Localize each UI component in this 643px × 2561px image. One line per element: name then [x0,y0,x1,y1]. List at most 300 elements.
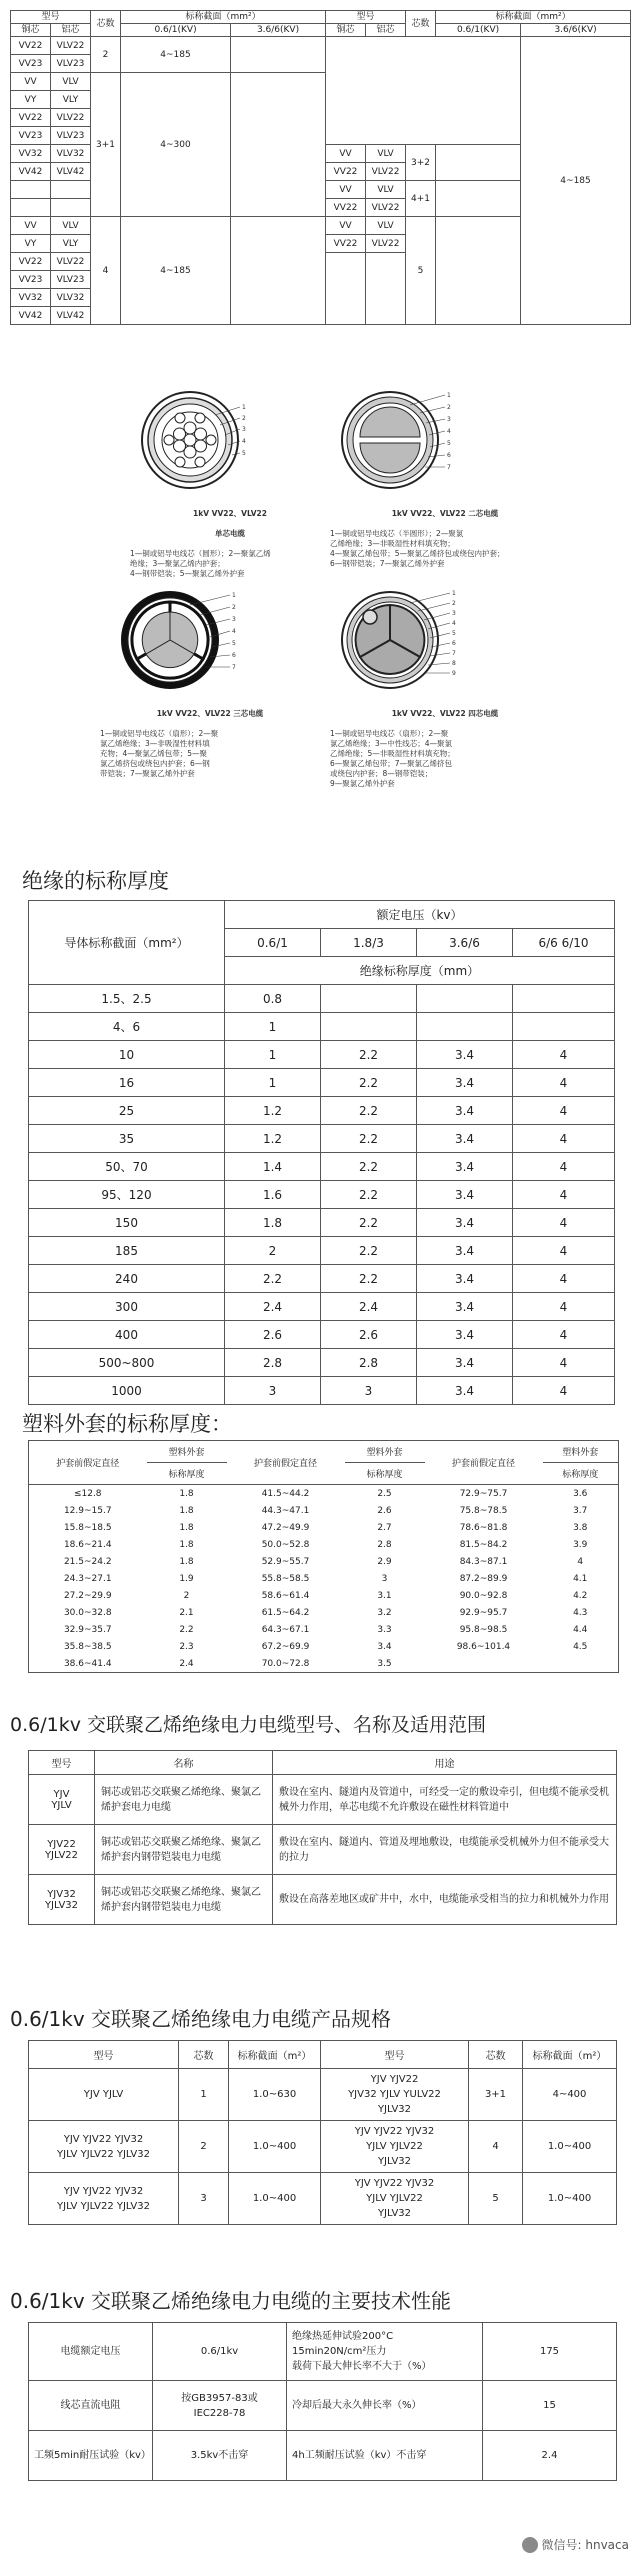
cell: VV [326,217,366,235]
thickness-cell: 2.2 [321,1209,417,1237]
thickness-cell: 1.9 [179,1573,194,1584]
thickness-cell: 4 [513,1265,615,1293]
label-1: 1 [447,392,451,399]
head-v1-right: 0.6/1(KV) [436,24,521,37]
table-row [29,1349,615,1377]
thickness-cell: 3.4 [417,1041,513,1069]
model2-cell: YJV YJV22 YJV32 YJLV YJLV22 YJLV32 [321,2121,469,2173]
tech-d-cell: 15 [483,2381,617,2431]
diameter-cell: 84.3~87.1 [459,1556,508,1567]
cell: VLY [51,235,91,253]
cell: VV [326,181,366,199]
area2-cell: 1.0~400 [523,2173,617,2225]
label-6: 6 [447,452,451,459]
insulation-heading: 绝缘的标称厚度 [22,869,169,893]
tech-b-cell: 3.5kv不击穿 [153,2431,287,2481]
model-cell: YJV YJLV [29,1775,95,1825]
area-cell: 1.0~400 [229,2121,321,2173]
model2-cell: YJV YJV22 YJV32 YJLV YJLV22 YJLV32 [321,2173,469,2225]
cores-cell: 3 [179,2173,229,2225]
thickness-cell: 3.4 [417,1265,513,1293]
diameter-cell: 38.6~41.4 [63,1658,112,1669]
thickness-cell: 2.2 [321,1265,417,1293]
table-row [29,1485,619,1503]
thickness-cell: 1.8 [179,1488,194,1499]
label-5: 5 [452,630,456,637]
tech-d-cell: 175 [483,2323,617,2381]
h-thick-1: 标称厚度 [147,1463,227,1485]
thickness-cell: 2.2 [225,1265,321,1293]
thickness-cell: 1.4 [225,1153,321,1181]
tech-heading: 0.6/1kv 交联聚乙烯绝缘电力电缆的主要技术性能 [10,2289,452,2313]
thickness-cell: 1.8 [179,1539,194,1550]
thickness-cell: 4 [513,1181,615,1209]
cell: VY [11,235,51,253]
cell: 3+1 [91,73,121,217]
thickness-cell: 4 [513,1237,615,1265]
table-row [29,1377,615,1405]
thickness-cell: 4 [513,1321,615,1349]
h-model: 型号 [29,2041,179,2069]
label-9: 9 [452,670,456,677]
label-2: 2 [452,600,456,607]
head-v1: 0.6/1(KV) [121,24,231,37]
thickness-cell: 2 [183,1590,190,1601]
label-6: 6 [232,652,236,659]
model-cell: YJV YJLV [29,2069,179,2121]
tech-b-cell: 按GB3957-83或 IEC228-78 [153,2381,287,2431]
label-1: 1 [232,592,236,599]
thickness-cell: 2.8 [377,1539,392,1550]
col-voltage-head: 额定电压（kv） [225,901,615,929]
thickness-cell: 3.4 [417,1181,513,1209]
cell: VLV [366,217,406,235]
diameter-cell: 30.0~32.8 [63,1607,112,1618]
cell: VV22 [326,163,366,181]
table-row [29,1181,615,1209]
area-cell: 1000 [29,1377,225,1405]
model-cell: YJV22 YJLV22 [29,1825,95,1875]
h-cores: 芯数 [179,2041,229,2069]
table-row [29,1125,615,1153]
tech-a-cell: 工频5min耐压试验（kv） [29,2431,153,2481]
thickness-cell: 2.2 [321,1069,417,1097]
area-cell: 50、70 [29,1153,225,1181]
area-cell: 25 [29,1097,225,1125]
area-cell: 300 [29,1293,225,1321]
thickness-cell: 4 [577,1556,584,1567]
voltage-4: 6/6 6/10 [513,929,615,957]
thickness-cell: 1.8 [179,1522,194,1533]
diameter-cell: 58.6~61.4 [261,1590,310,1601]
cell: 4~185 [121,37,231,73]
label-2: 2 [242,415,246,422]
cell: VLV22 [51,37,91,55]
table-row [29,1655,619,1673]
tech-a-cell: 电缆额定电压 [29,2323,153,2381]
diameter-cell: 64.3~67.1 [261,1624,310,1635]
figure-text: 1—铜或铝导电线芯（扇形）；2—聚 氯乙烯绝缘；3—中性线芯；4—聚氯 乙烯绝缘；5—非吸湿性材料填充物； 6—聚氯乙烯包带；7—聚氯乙烯挤包 或绕包内护套；8—钢带铠装； 9—聚氯乙烯外护套 [330,729,455,788]
thickness-cell: 2.6 [225,1321,321,1349]
model-cell: YJV32 YJLV32 [29,1875,95,1925]
tech-b-cell: 0.6/1kv [153,2323,287,2381]
thickness-cell: 2.2 [179,1624,194,1635]
figure-caption [100,699,320,779]
cell: 4+1 [406,181,436,217]
table-row [29,1013,615,1041]
figure-text: 1—铜或铝导电线芯（扇形）；2—聚 氯乙烯绝缘；3—非吸湿性材料填 充物；4—聚氯乙烯包带；5—聚 氯乙烯挤包或绕包内护套；6—钢 带铠装；7—聚氯乙烯外护套 [100,729,219,778]
thickness-cell: 2.2 [321,1041,417,1069]
cell: VLY [51,91,91,109]
use-cell: 敷设在室内、隧道内及管道中，可经受一定的敷设牵引，但电缆不能承受机械外力作用，单芯电缆不允许敷设在磁性材料管道中 [273,1775,617,1825]
head-cu-right: 铜芯 [326,24,366,37]
cell [436,217,521,325]
thickness-cell: 4 [513,1097,615,1125]
table-row [29,1153,615,1181]
table-row [29,1638,619,1655]
h-sheath-3: 塑料外套 [543,1441,619,1463]
cell: 4~300 [121,73,231,217]
head-model: 型号 [11,11,91,24]
sheath-rows [29,1485,619,1673]
cell: VV [11,217,51,235]
thickness-cell [417,1013,513,1041]
table-row [29,2323,617,2381]
cell: VLV [366,145,406,163]
thickness-cell [513,985,615,1013]
thickness-cell: 4 [513,1209,615,1237]
area-cell: 150 [29,1209,225,1237]
cell: VLV22 [366,199,406,217]
wechat-icon [522,2537,538,2553]
h-diam-3: 护套前假定直径 [425,1441,543,1485]
diameter-cell: 70.0~72.8 [261,1658,310,1669]
h-thick-2: 标称厚度 [345,1463,425,1485]
diameter-cell: 78.6~81.8 [459,1522,508,1533]
table-row [29,1237,615,1265]
table-row [29,1775,617,1825]
tech-c-cell: 4h工频耐压试验（kv）不击穿 [287,2431,483,2481]
model-cell: YJV YJV22 YJV32 YJLV YJLV22 YJLV32 [29,2121,179,2173]
thickness-cell: 3.4 [417,1321,513,1349]
thickness-cell: 1.8 [225,1209,321,1237]
thickness-cell: 3.7 [573,1505,588,1516]
cores2-cell: 5 [469,2173,523,2225]
cell [436,145,521,181]
thickness-cell: 3 [381,1573,388,1584]
label-3: 3 [447,416,451,423]
area2-cell: 1.0~400 [523,2121,617,2173]
diameter-cell: 44.3~47.1 [261,1505,310,1516]
cell: VV23 [11,271,51,289]
thickness-cell: 3.1 [377,1590,392,1601]
table-row [29,1502,619,1519]
figure-single-core [130,385,330,579]
diameter-cell: 61.5~64.2 [261,1607,310,1618]
cores2-cell: 3+1 [469,2069,523,2121]
thickness-cell: 4 [513,1153,615,1181]
diameter-cell: 21.5~24.2 [63,1556,112,1567]
thickness-cell: 3.6 [573,1488,588,1499]
diameter-cell: 95.8~98.5 [459,1624,508,1635]
cell: VV42 [11,163,51,181]
area-cell: 16 [29,1069,225,1097]
h-model-2: 型号 [321,2041,469,2069]
spec-table [10,10,631,325]
voltage-3: 3.6/6 [417,929,513,957]
cell: VLV23 [51,271,91,289]
label-8: 8 [452,660,456,667]
table-row [29,1265,615,1293]
thickness-cell: 3.3 [377,1624,392,1635]
sub-head: 绝缘标称厚度（mm） [225,957,615,985]
thickness-cell: 4.5 [573,1641,588,1652]
cell: VV22 [11,253,51,271]
cell [11,199,51,217]
thickness-cell: 2.4 [225,1293,321,1321]
diameter-cell: 72.9~75.7 [459,1488,508,1499]
cell [231,73,326,217]
cable-cross-section-3 [120,585,250,695]
label-3: 3 [242,426,246,433]
voltage-2: 1.8/3 [321,929,417,957]
diameter-cell: 24.3~27.1 [63,1573,112,1584]
cable-cross-section-1 [140,385,250,495]
diameter-cell: 15.8~18.5 [63,1522,112,1533]
table-row [29,2173,617,2225]
h-area-2: 标称截面（m²） [523,2041,617,2069]
cell: VLV32 [51,289,91,307]
thickness-cell: 1.2 [225,1097,321,1125]
cell: VLV42 [51,307,91,325]
label-4: 4 [447,428,451,435]
cores-cell: 2 [179,2121,229,2173]
insulation-rows [29,985,615,1405]
area-cell: 4、6 [29,1013,225,1041]
head-area-right: 标称截面（mm²） [436,11,631,24]
h-sheath-1: 塑料外套 [147,1441,227,1463]
figure-two-core [330,385,560,569]
col-area-head: 导体标称截面（mm²） [29,901,225,985]
h-cores-2: 芯数 [469,2041,523,2069]
cell: VV42 [11,307,51,325]
thickness-cell: 3 [225,1377,321,1405]
tech-a-cell: 线芯直流电阻 [29,2381,153,2431]
cell [51,181,91,199]
thickness-cell [513,1013,615,1041]
cell: VV23 [11,127,51,145]
h-diam-1: 护套前假定直径 [29,1441,147,1485]
tech-d-cell: 2.4 [483,2431,617,2481]
cores2-cell: 4 [469,2121,523,2173]
thickness-cell: 2.3 [179,1641,194,1652]
thickness-cell: 1 [225,1041,321,1069]
cell: VV22 [326,235,366,253]
table-row [29,1604,619,1621]
thickness-cell: 3.4 [417,1153,513,1181]
table-row [29,2069,617,2121]
use-cell: 敷设在高落差地区或矿井中，水中，电缆能承受相当的拉力和机械外力作用 [273,1875,617,1925]
thickness-cell: 4 [513,1349,615,1377]
cell: VLV22 [51,109,91,127]
cell: VLV42 [51,163,91,181]
cell: VLV23 [51,127,91,145]
thickness-cell: 0.8 [225,985,321,1013]
label-3: 3 [452,610,456,617]
area-cell: 1.0~630 [229,2069,321,2121]
models-heading: 0.6/1kv 交联聚乙烯绝缘电力电缆型号、名称及适用范围 [10,1714,486,1736]
label-6: 6 [452,640,456,647]
thickness-cell: 2.6 [321,1321,417,1349]
thickness-cell: 2.1 [179,1607,194,1618]
thickness-cell: 3.4 [417,1209,513,1237]
cell: 3+2 [406,145,436,181]
thickness-cell: 3.9 [573,1539,588,1550]
head-cores-right: 芯数 [406,11,436,37]
area2-cell: 4~400 [523,2069,617,2121]
table-row [29,1041,615,1069]
diameter-cell: 47.2~49.9 [261,1522,310,1533]
diameter-cell: 52.9~55.7 [261,1556,310,1567]
cell: 4~185 [121,217,231,325]
thickness-cell: 1 [225,1013,321,1041]
figure-title: 1kV VV22、VLV22 二芯电缆 [391,509,499,518]
label-1: 1 [452,590,456,597]
head-cu: 铜芯 [11,24,51,37]
thickness-cell: 2.6 [377,1505,392,1516]
table-row [29,2121,617,2173]
thickness-cell: 2 [225,1237,321,1265]
diameter-cell: 18.6~21.4 [63,1539,112,1550]
head-al-right: 铝芯 [366,24,406,37]
h-use: 用途 [273,1751,617,1775]
area-cell: 185 [29,1237,225,1265]
diameter-cell: 50.0~52.8 [261,1539,310,1550]
diameter-cell: 75.8~78.5 [459,1505,508,1516]
thickness-cell: 4.4 [573,1624,588,1635]
thickness-cell: 2.2 [321,1237,417,1265]
thickness-cell: 2.2 [321,1097,417,1125]
head-v2-right: 3.6/6(KV) [521,24,631,37]
cable-cross-section-4 [340,585,470,695]
figure-caption [130,499,330,579]
label-4: 4 [232,628,236,635]
cell: VV22 [11,37,51,55]
cell: VV [326,145,366,163]
cores-cell: 1 [179,2069,229,2121]
cell [326,253,366,325]
table-row [29,1209,615,1237]
figure-title: 1kV VV22、VLV22 [193,509,267,518]
cell [231,37,326,73]
cell [11,181,51,199]
figure-title: 1kV VV22、VLV22 三芯电缆 [156,709,264,718]
models-table [28,1750,617,1925]
thickness-cell: 4 [513,1293,615,1321]
sheath-table [28,1440,619,1673]
cell: VLV [51,217,91,235]
thickness-cell: 2.2 [321,1153,417,1181]
tech-table [28,2322,617,2481]
label-2: 2 [447,404,451,411]
thickness-cell: 2.5 [377,1488,392,1499]
h-sheath-2: 塑料外套 [345,1441,425,1463]
figure-title: 1kV VV22、VLV22 四芯电缆 [391,709,499,718]
use-cell: 敷设在室内、隧道内、管道及埋地敷设，电缆能承受机械外力但不能承受大的拉力 [273,1825,617,1875]
table-row [29,1553,619,1570]
tech-c-cell: 绝缘热延伸试验200°C 15min20N/cm²压力 载荷下最大伸长率不大于（%） [287,2323,483,2381]
thickness-cell: 2.8 [321,1349,417,1377]
thickness-cell [543,1655,619,1673]
cell [231,217,326,325]
h-area: 标称截面（m²） [229,2041,321,2069]
figure-three-core [100,585,320,779]
thickness-cell: 3.8 [573,1522,588,1533]
label-3: 3 [232,616,236,623]
thickness-cell: 4.1 [573,1573,588,1584]
name-cell: 铜芯或铝芯交联聚乙烯绝缘、聚氯乙烯护套内钢带铠装电力电缆 [95,1825,273,1875]
cell: VLV22 [366,235,406,253]
table-row [29,1519,619,1536]
label-4: 4 [242,438,246,445]
thickness-cell: 3.4 [417,1377,513,1405]
table-row [29,1621,619,1638]
thickness-cell: 2.4 [321,1293,417,1321]
table-row [29,1069,615,1097]
thickness-cell: 3 [321,1377,417,1405]
cell: VV23 [11,55,51,73]
models-rows [29,1775,617,1925]
table-row [29,1293,615,1321]
model-cell: YJV YJV22 YJV32 YJLV YJLV22 YJLV32 [29,2173,179,2225]
head-area: 标称截面（mm²） [121,11,326,24]
figure-text: 1—铜或铝导电线芯（半圆形）；2—聚氯 乙烯绝缘；3—非吸湿性材料填充物； 4—聚氯乙烯包带；5—聚氯乙烯挤包或绕包内护套； 6—钢带铠装；7—聚氯乙烯外护套 [330,529,505,568]
thickness-cell: 4 [513,1041,615,1069]
thickness-cell: 2.8 [225,1349,321,1377]
diameter-cell: 32.9~35.7 [63,1624,112,1635]
cell: 2 [91,37,121,73]
thickness-cell: 2.9 [377,1556,392,1567]
area-cell: 95、120 [29,1181,225,1209]
thickness-cell: 1.8 [179,1556,194,1567]
head-model-right: 型号 [326,11,406,24]
table-row [29,1321,615,1349]
cell: VLV32 [51,145,91,163]
diameter-cell: 90.0~92.8 [459,1590,508,1601]
sheath-heading: 塑料外套的标称厚度： [22,1412,232,1436]
head-v2: 3.6/6(KV) [231,24,326,37]
cell: VV32 [11,289,51,307]
label-5: 5 [232,640,236,647]
thickness-cell: 1 [225,1069,321,1097]
thickness-cell: 2.2 [321,1125,417,1153]
area-cell: 1.0~400 [229,2173,321,2225]
diameter-cell [425,1655,543,1673]
thickness-cell: 3.4 [417,1069,513,1097]
head-al: 铝芯 [51,24,91,37]
diameter-cell: 67.2~69.9 [261,1641,310,1652]
cable-cross-section-2 [340,385,460,495]
thickness-cell: 4 [513,1069,615,1097]
thickness-cell: 4 [513,1377,615,1405]
thickness-cell: 2.4 [179,1658,194,1669]
product-heading: 0.6/1kv 交联聚乙烯绝缘电力电缆产品规格 [10,2007,392,2031]
cell: VV [11,73,51,91]
cell: VV22 [326,199,366,217]
diameter-cell: 81.5~84.2 [459,1539,508,1550]
name-cell: 铜芯或铝芯交联聚乙烯绝缘、聚氯乙烯护套内钢带铠装电力电缆 [95,1875,273,1925]
thickness-cell [417,985,513,1013]
